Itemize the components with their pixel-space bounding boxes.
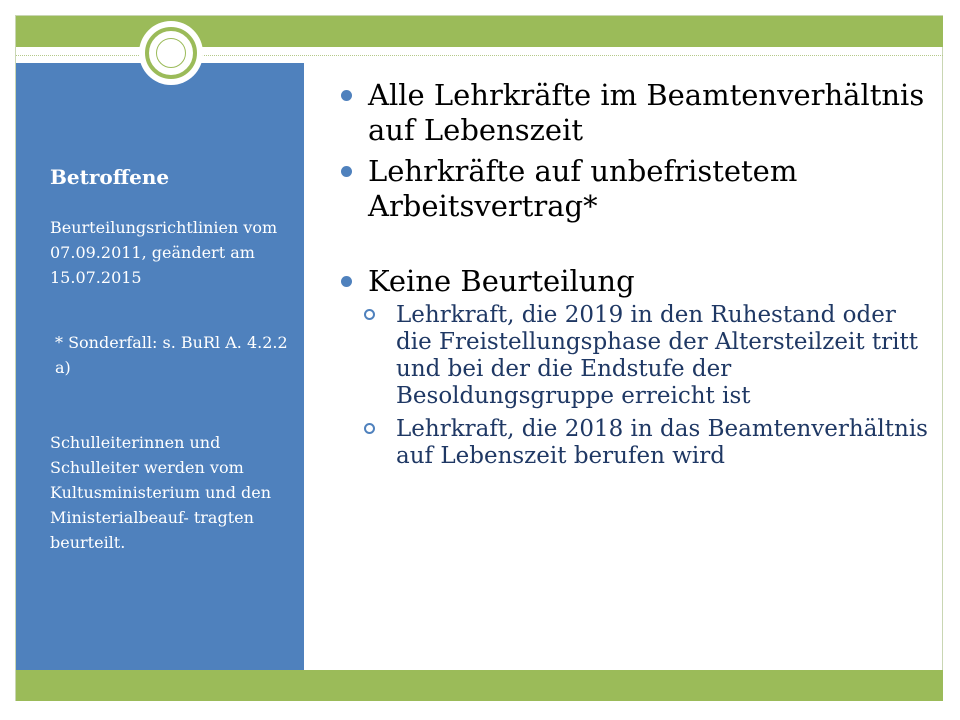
bullet-item — [340, 78, 930, 148]
emblem-inner-ring — [156, 38, 186, 68]
ring-bullet-icon — [364, 309, 375, 320]
sidebar-note: * Sonderfall: s. BuRl A. 4.2.2 a) — [55, 333, 288, 377]
ring-bullet-icon — [364, 423, 375, 434]
bullet-item — [340, 154, 930, 224]
sidebar-title: Betroffene — [50, 165, 170, 189]
sidebar-leaders-note: Schulleiterinnen und Schulleiter werden vom Kultusministerium und den Ministerialbeauf- tragten beurteilt. — [50, 433, 272, 552]
sub-bullet-item — [340, 302, 930, 410]
sidebar-reference: Beurteilungsrichtlinien vom 07.09.2011, geändert am 15.07.2015 — [50, 218, 278, 287]
bullet-item — [340, 264, 930, 299]
bottom-accent-band — [16, 670, 943, 701]
bullet-text: Keine Beurteilung — [368, 264, 635, 298]
bullet-text: Alle Lehrkräfte im Beamtenverhältnis auf Lebenszeit — [368, 78, 925, 147]
sub-bullet-text: Lehrkraft, die 2019 in den Ruhestand oder die Freistellungsphase der Altersteilzeit tritt und bei der die Endstufe der Besoldungsgruppe erreicht ist — [396, 302, 918, 409]
sub-bullet-item — [340, 416, 930, 470]
filled-circle-bullet-icon — [341, 166, 352, 177]
filled-circle-bullet-icon — [341, 90, 352, 101]
bullet-text: Lehrkräfte auf unbefristetem Arbeitsvertrag* — [368, 154, 798, 223]
filled-circle-bullet-icon — [341, 276, 352, 287]
sub-bullet-text: Lehrkraft, die 2018 in das Beamtenverhältnis auf Lebenszeit berufen wird — [396, 416, 928, 469]
content-area — [340, 78, 930, 470]
